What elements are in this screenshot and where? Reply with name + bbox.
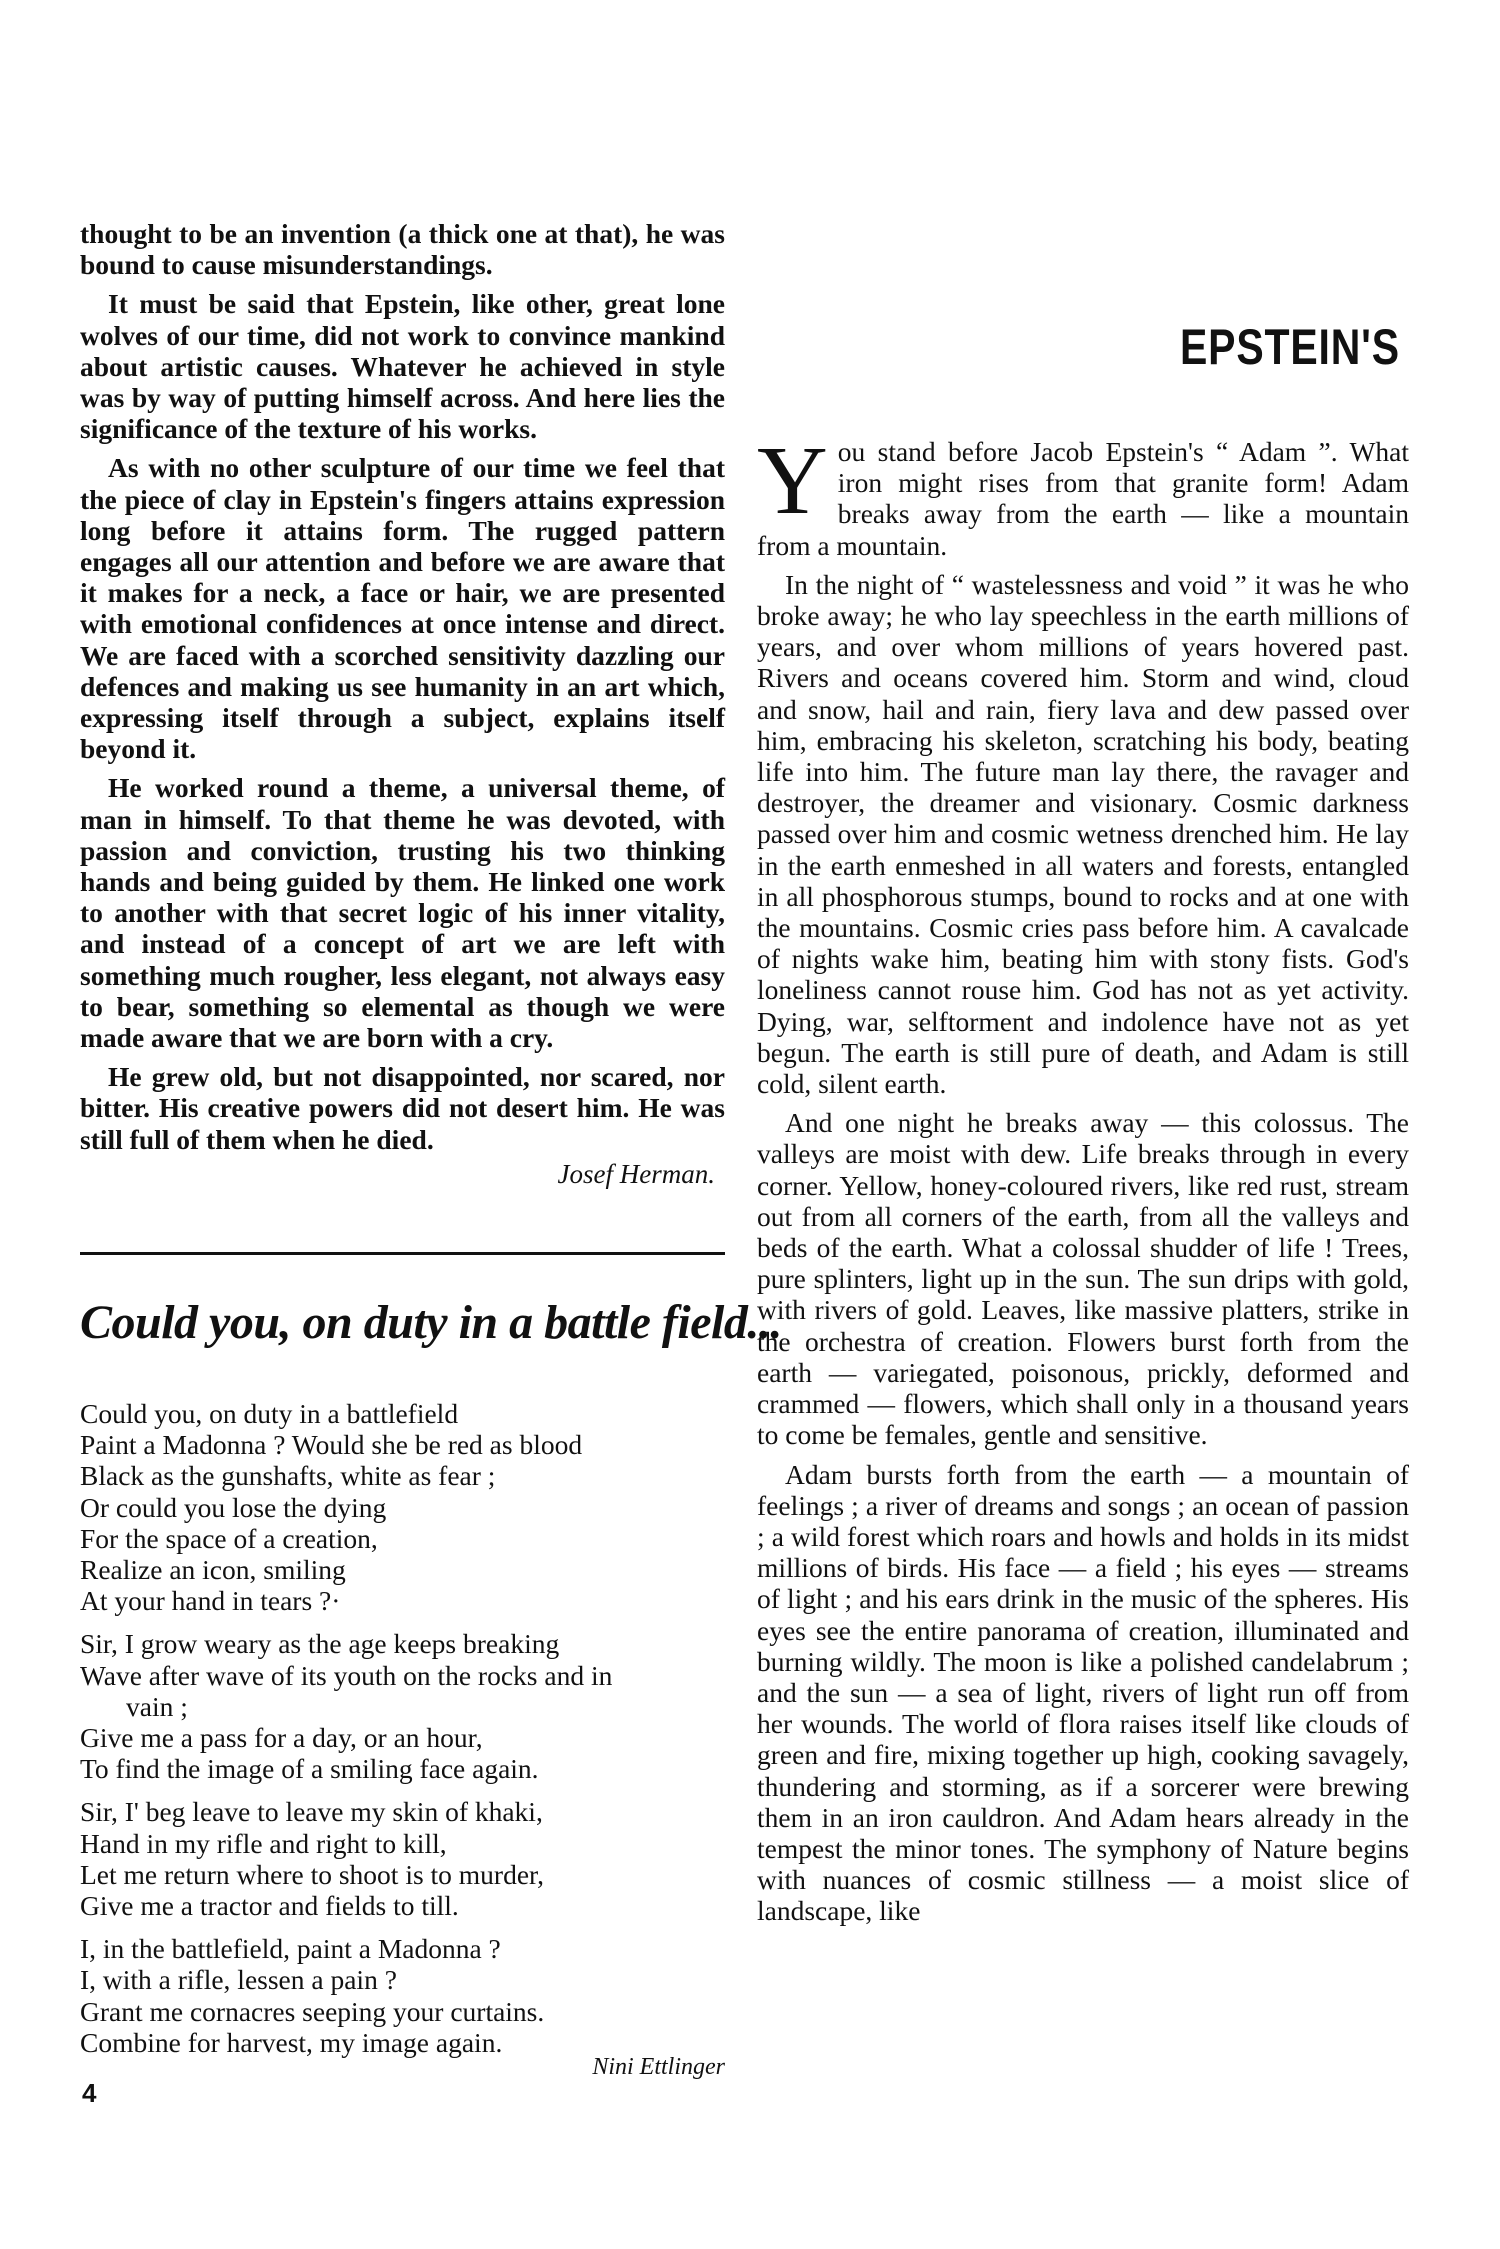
poet-name: Nini Ettlinger — [592, 2053, 725, 2080]
essay-continuation — [80, 218, 725, 1190]
essay-paragraph: thought to be an invention (a thick one at that), he was bound to cause misunderstandings. — [80, 218, 725, 281]
poem-line: Give me a pass for a day, or an hour, — [80, 1721, 483, 1753]
essay-paragraph: He worked round a theme, a universal theme, of man in himself. To that theme he was devoted, with passion and conviction, trusting his two thinking hands and being guided by them. He linked one work to another with that secret logic of his inner vitality, and instead of a concept of art we are left with something much rougher, less elegant, not always easy to bear, something so elemental as though we were made aware that we are born with a cry. — [80, 772, 725, 1054]
article-paragraph — [757, 427, 1409, 561]
poem-line: Could you, on duty in a battlefield — [80, 1397, 459, 1429]
poem-line: I, with a rifle, lessen a pain ? — [80, 1964, 397, 1996]
poem-line: Realize an icon, smiling — [80, 1553, 346, 1585]
poem-line: Paint a Madonna ? Would she be red as blood — [80, 1429, 583, 1461]
poem-line: Let me return where to shoot is to murder, — [80, 1858, 544, 1890]
poem-line: I, in the battlefield, paint a Madonna ? — [80, 1933, 501, 1965]
poem-stanza — [80, 1628, 725, 1784]
poem-line: Hand in my rifle and right to kill, — [80, 1827, 447, 1859]
article-paragraph: And one night he breaks away — this colossus. The valleys are moist with dew. Life breaks through in every corner. Yellow, honey-coloured rivers, like red rust, stream out from all corners of the earth, from all the valleys and beds of the earth. What a colossal shudder of life ! Trees, pure splinters, light up in the sun. The sun drips with gold, with rivers of gold. Leaves, like massive platters, strike in the orchestra of creation. Flowers burst forth from the earth — variegated, poisonous, prickly, deformed and crammed — flowers, which shall only in a thousand years to come be females, gentle and sensitive. — [757, 1107, 1409, 1451]
essay-paragraph: It must be said that Epstein, like other, great lone wolves of our time, did not work to convince mankind about artistic causes. Whatever he achieved in style was by way of putting himself across. And here lies the significance of the texture of his works. — [80, 288, 725, 445]
section-divider — [80, 1252, 725, 1255]
poem-stanza — [80, 1933, 725, 2058]
poem-stanza — [80, 1398, 725, 1616]
drop-cap: Y — [757, 427, 828, 535]
page-number: 4 — [82, 2078, 97, 2108]
poem-line: Wave after wave of its youth on the rocks and in — [80, 1659, 613, 1691]
poem-line: Sir, I' beg leave to leave my skin of khaki, — [80, 1796, 543, 1828]
poem-line: For the space of a creation, — [80, 1522, 378, 1554]
essay-paragraph: As with no other sculpture of our time we feel that the piece of clay in Epstein's fingers attains expression long before it attains form. The rugged pattern engages all our attention and before we are aware that it makes for a neck, a face or hair, we are presented with emotional confidences at once intense and direct. We are faced with a scorched sensitivity dazzling our defences and making us see humanity in an art which, expressing itself through a subject, explains itself beyond it. — [80, 452, 725, 765]
essay-paragraph: He grew old, but not disappointed, nor scared, nor bitter. His creative powers did not desert him. He was still full of them when he died. — [80, 1061, 725, 1155]
article-heading: EPSTEIN'S — [1180, 319, 1400, 375]
poem-line: Black as the gunshafts, white as fear ; — [80, 1460, 496, 1492]
article-paragraph: Adam bursts forth from the earth — a mountain of feelings ; a river of dreams and songs ; an ocean of passion ; a wild forest which roars and howls and holds in its midst millions of birds. His face — a field ; his eyes — streams of light ; and his ears drink in the music of the spheres. His eyes see the entire panorama of creation, illuminated and burning wildly. The moon is like a polished candelabrum ; and the sun — a sea of light, rivers of light run off from her wounds. The world of flora raises itself like clouds of green and fire, mixing together up high, cooking savagely, thundering and storming, as if a sorcerer were brewing them in an iron cauldron. And Adam hears already in the tempest the minor tones. The symphony of Nature begins with nuances of cosmic stillness — a moist slice of landscape, like — [757, 1458, 1409, 1927]
poem-line: Or could you lose the dying — [80, 1491, 387, 1523]
poem-line: Sir, I grow weary as the age keeps breaking — [80, 1628, 560, 1660]
poem-title: Could you, on duty in a battle field... — [80, 1295, 782, 1349]
poem-line: Combine for harvest, my image again. — [80, 2026, 503, 2058]
essay-author: Josef Herman. — [557, 1158, 715, 1189]
poem-line: vain ; — [126, 1690, 188, 1722]
left-column — [80, 218, 782, 2081]
poem-line: To find the image of a smiling face again. — [80, 1753, 539, 1785]
poem-stanza — [80, 1796, 725, 1921]
article-paragraph: In the night of “ wastelessness and void ” it was he who broke away; he who lay speechless in the earth millions of years, and over whom millions of years hovered past. Rivers and oceans covered him. Storm and wind, cloud and snow, hail and rain, fiery lava and dew passed over him, embracing his skeleton, scratching his body, beating life into him. The future man lay there, the ravager and destroyer, the dreamer and visionary. Cosmic darkness passed over him and cosmic wetness drenched him. He lay in the earth enmeshed in all waters and forests, entangled in all phosphorous stumps, bound to rocks and at one with the mountains. Cosmic cries pass before him. A cavalcade of nights wake him, beating him with stony fists. God's loneliness cannot rouse him. God has not as yet activity. Dying, war, selftorment and indolence have not as yet begun. The earth is still pure of death, and Adam is still cold, silent earth. — [757, 568, 1409, 1100]
poem-line: At your hand in tears ?· — [80, 1585, 341, 1617]
right-column — [757, 427, 1409, 1927]
poem-line: Give me a tractor and fields to till. — [80, 1889, 459, 1921]
poem-line: Grant me cornacres seeping your curtains. — [80, 1995, 545, 2027]
article-paragraph-text: ou stand before Jacob Epstein's “ Adam ”. What iron might rises from that granite form! Adam breaks away from the earth — like a mountain from a mountain. — [757, 436, 1409, 561]
poem — [80, 1398, 725, 2081]
